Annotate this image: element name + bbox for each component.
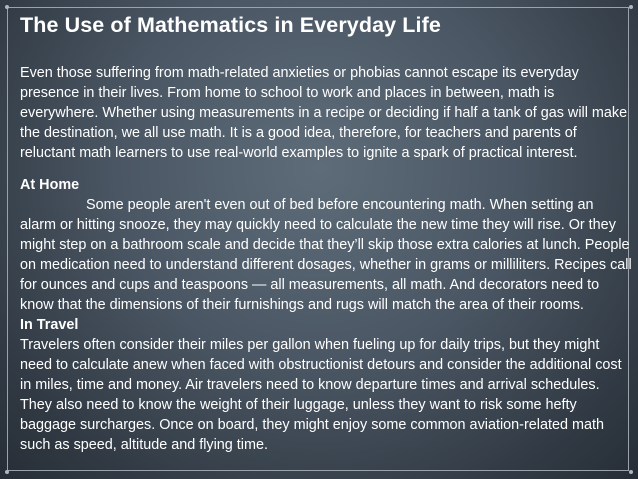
section-body-at-home: Some people aren't even out of bed before encountering math. When setting an alarm or hitting snooze, they may quickly need to calculate the new time they will rise. Or they might step on a bathroom scale and decide that they’ll skip those extra calories at lunch. People on medication need to understand different dosages, whether in grams or milliliters. Recipes call for ounces and cups and teaspoons — all measurements, all math. And decorators need to know that the dimensions of their furnishings and rugs will match the area of their rooms. <box>20 197 632 313</box>
corner-dot <box>629 5 633 9</box>
slide-body <box>20 63 632 455</box>
corner-dot <box>5 5 9 9</box>
section-body-in-travel: Travelers often consider their miles per gallon when fueling up for daily trips, but they might need to calculate anew when faced with obstructionist detours and consider the additional cost in miles, time and money. Air travelers need to know departure times and arrival schedules. They also need to know the weight of their luggage, unless they want to risk some hefty baggage surcharges. Once on board, they might enjoy some common aviation-related math such as speed, altitude and flying time. <box>20 337 622 453</box>
section-paragraph-at-home <box>20 195 632 315</box>
section-heading-at-home: At Home <box>20 177 80 193</box>
section-heading-in-travel: In Travel <box>20 317 79 333</box>
corner-dot <box>5 470 9 474</box>
slide-title: The Use of Mathematics in Everyday Life <box>20 13 441 37</box>
corner-dot <box>629 470 633 474</box>
intro-paragraph: Even those suffering from math-related anxieties or phobias cannot escape its everyday presence in their lives. From home to school to work and places in between, math is everywhere. Whether using measurements in a recipe or deciding if half a tank of gas will make the destination, we all use math. It is a good idea, therefore, for teachers and parents of reluctant math learners to use real-world examples to ignite a spark of practical interest. <box>20 65 628 161</box>
